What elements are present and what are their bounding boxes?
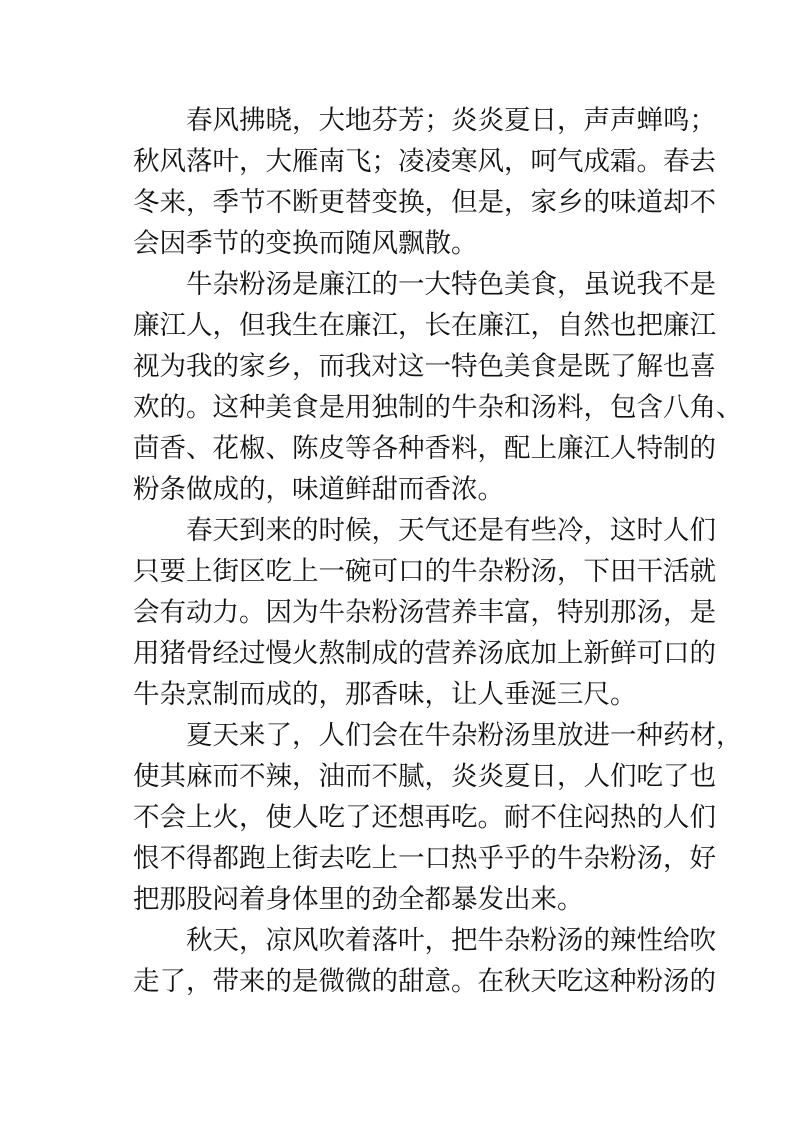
text-line: 茴香、花椒、陈皮等各种香料，配上廉江人特制的: [133, 433, 716, 464]
document-body: [133, 100, 743, 1002]
text-line: 会有动力。因为牛杂粉汤营养丰富，特别那汤，是: [133, 597, 716, 628]
text-line: 粉条做成的，味道鲜甜而香浓。: [133, 474, 504, 505]
text-line: 牛杂粉汤是廉江的一大特色美食，虽说我不是: [186, 269, 716, 300]
text-line: 视为我的家乡，而我对这一特色美食是既了解也喜: [133, 351, 716, 382]
text-line: 冬来，季节不断更替变换，但是，家乡的味道却不: [133, 187, 716, 218]
text-line: 秋天，凉风吹着落叶，把牛杂粉汤的辣性给吹: [186, 925, 716, 956]
paragraph-2: [133, 264, 743, 510]
text-line: 把那股闷着身体里的劲全都暴发出来。: [133, 884, 584, 915]
text-line: 春天到来的时候，天气还是有些冷，这时人们: [186, 515, 716, 546]
paragraph-1: [133, 100, 716, 264]
text-line: 恨不得都跑上街去吃上一口热乎乎的牛杂粉汤，好: [133, 843, 716, 874]
paragraph-5: [133, 920, 716, 1002]
text-line: 不会上火，使人吃了还想再吃。耐不住闷热的人们: [133, 802, 716, 833]
text-line: 夏天来了，人们会在牛杂粉汤里放进一种药材，: [186, 720, 743, 751]
text-line: 只要上街区吃上一碗可口的牛杂粉汤，下田干活就: [133, 556, 716, 587]
text-line: 欢的。这种美食是用独制的牛杂和汤料，包含八角、: [133, 392, 743, 423]
text-line: 春风拂晓，大地芬芳；炎炎夏日，声声蝉鸣；: [186, 105, 716, 136]
text-line: 使其麻而不辣，油而不腻，炎炎夏日，人们吃了也: [133, 761, 716, 792]
paragraph-3: [133, 510, 716, 715]
text-line: 会因季节的变换而随风飘散。: [133, 228, 478, 259]
text-line: 用猪骨经过慢火熬制成的营养汤底加上新鲜可口的: [133, 638, 716, 669]
paragraph-4: [133, 715, 743, 920]
text-line: 牛杂烹制而成的，那香味，让人垂涎三尺。: [133, 679, 637, 710]
text-line: 廉江人，但我生在廉江，长在廉江，自然也把廉江: [133, 310, 716, 341]
text-line: 秋风落叶，大雁南飞；凌凌寒风，呵气成霜。春去: [133, 146, 716, 177]
text-line: 走了，带来的是微微的甜意。在秋天吃这种粉汤的: [133, 966, 716, 997]
